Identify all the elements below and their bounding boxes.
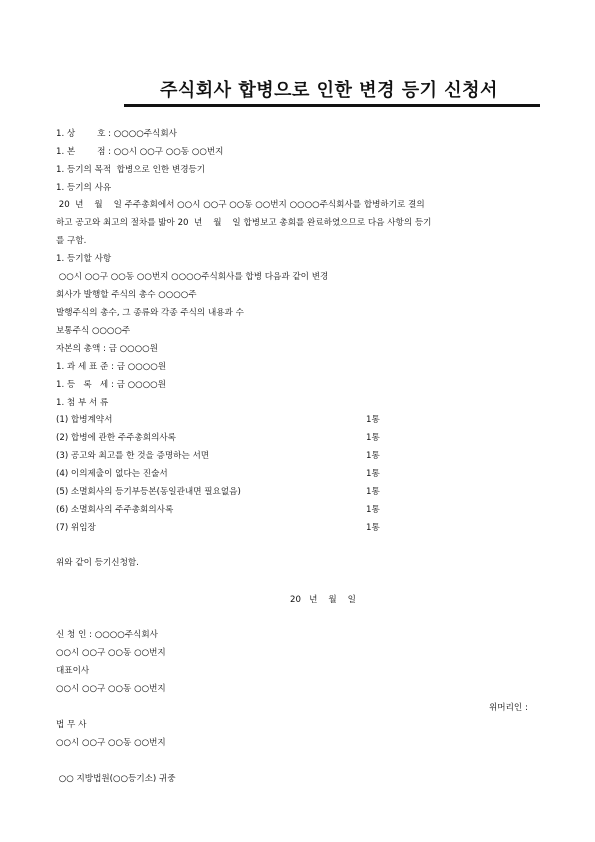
representative-label: 대표이사 (56, 666, 90, 676)
common-shares-line: 보통주식 ○○○○주 (56, 326, 131, 336)
attachment-qty: 1통 (366, 505, 380, 515)
legal-agent-address: ○○시 ○○구 ○○동 ○○번지 (56, 738, 166, 748)
registration-matters-heading: 1. 등기할 사항 (56, 254, 112, 264)
court-addressee: ○○ 지방법원(○○등기소) 귀중 (56, 774, 176, 784)
registration-tax-line: 1. 등 록 세 : 금 ○○○○원 (56, 380, 166, 390)
representative-address: ○○시 ○○구 ○○동 ○○번지 (56, 684, 166, 694)
application-date: 20 년 월 일 (290, 595, 356, 605)
title-underline (124, 104, 540, 107)
issued-shares-line: 발행주식의 총수, 그 종류와 각종 주식의 내용과 수 (56, 308, 244, 318)
attachment-item: (3) 공고와 최고를 한 것을 증명하는 서면 (56, 451, 210, 461)
seal-label: 위머리인 : (489, 703, 528, 713)
attachment-qty: 1통 (366, 523, 380, 533)
attachment-item: (4) 이의제출이 없다는 진술서 (56, 469, 168, 479)
attachment-qty: 1통 (366, 451, 380, 461)
total-capital-line: 자본의 총액 : 금 ○○○○원 (56, 344, 158, 354)
head-office-line: 1. 본 점 : ○○시 ○○구 ○○동 ○○번지 (56, 147, 224, 157)
attachment-qty: 1통 (366, 433, 380, 443)
registration-purpose-line: 1. 등기의 목적 합병으로 인한 변경등기 (56, 165, 206, 175)
applicant-name: 신 청 인 : ○○○○주식회사 (56, 630, 158, 640)
attachments-heading: 1. 첨 부 서 류 (56, 398, 109, 408)
attachment-item: (7) 위임장 (56, 523, 96, 533)
legal-agent-label: 법 무 사 (56, 720, 87, 730)
attachment-item: (2) 합병에 관한 주주총회의사록 (56, 433, 176, 443)
attachment-qty: 1통 (366, 415, 380, 425)
applicant-address: ○○시 ○○구 ○○동 ○○번지 (56, 648, 166, 658)
document-title: 주식회사 합병으로 인한 변경 등기 신청서 (160, 80, 498, 101)
closing-statement: 위와 같이 등기신청함. (56, 558, 139, 568)
reason-text-line-3: 를 구함. (56, 236, 87, 246)
attachment-item: (1) 합병계약서 (56, 415, 113, 425)
reason-text-line-2: 하고 공고와 최고의 절차를 밟아 20 년 월 일 합병보고 총회를 완료하였으므로 다음 사항의 등기 (56, 218, 432, 228)
attachment-qty: 1통 (366, 469, 380, 479)
attachment-item: (5) 소멸회사의 등기부등본(동일관내면 필요없음) (56, 487, 241, 497)
authorized-shares-line: 회사가 발행할 주식의 총수 ○○○○주 (56, 290, 197, 300)
registration-reason-heading: 1. 등기의 사유 (56, 183, 112, 193)
company-name-line: 1. 상 호 : ○○○○주식회사 (56, 129, 177, 139)
attachment-qty: 1통 (366, 487, 380, 497)
merger-change-line: ○○시 ○○구 ○○동 ○○번지 ○○○○주식회사를 합병 다음과 같이 변경 (56, 272, 329, 282)
reason-text-line-1: 20 년 월 일 주주총회에서 ○○시 ○○구 ○○동 ○○번지 ○○○○주식회사를 합병하기로 결의 (56, 200, 425, 210)
tax-base-line: 1. 과 세 표 준 : 금 ○○○○원 (56, 362, 167, 372)
attachment-item: (6) 소멸회사의 주주총회의사록 (56, 505, 174, 515)
